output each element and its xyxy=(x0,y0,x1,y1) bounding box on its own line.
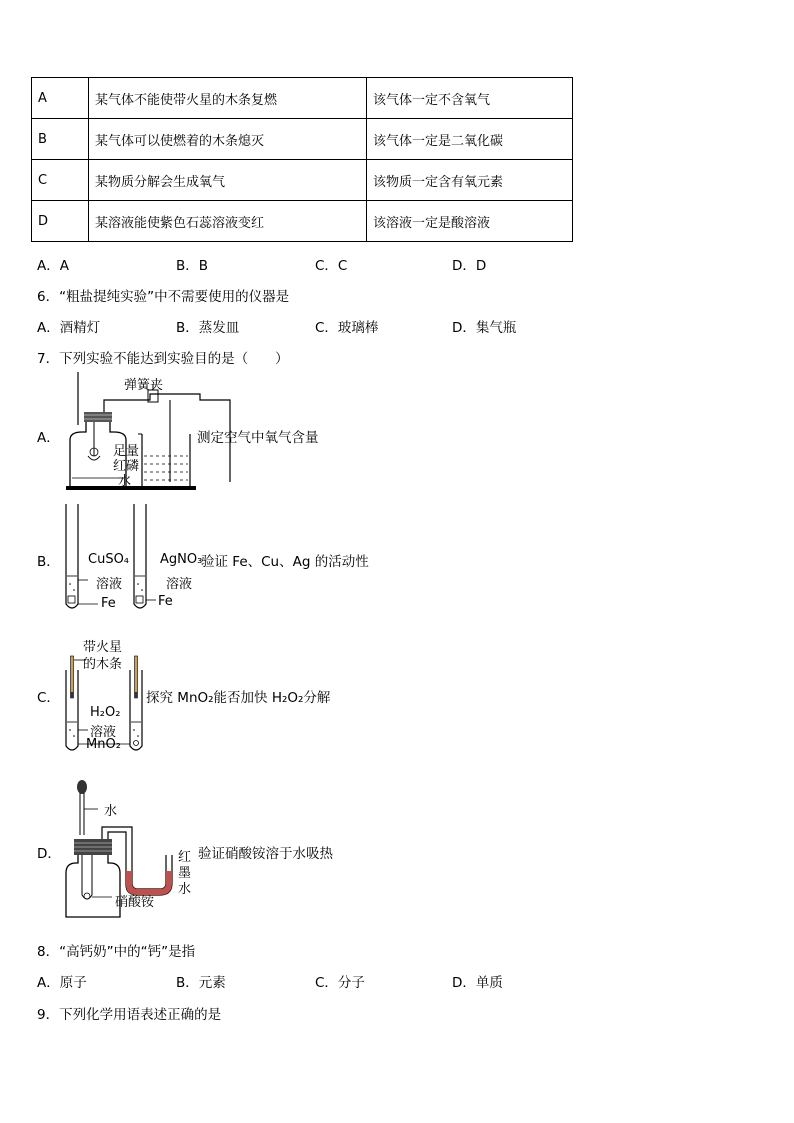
row-phenomenon: 某物质分解会生成氧气 xyxy=(89,160,367,201)
q6-option-c[interactable]: C．玻璃棒 xyxy=(315,320,379,336)
q7-c-stick-label-2: 的木条 xyxy=(83,657,123,672)
q7-c-h2o2-label: H₂O₂ xyxy=(90,705,121,720)
q7-a-clip-label: 弹簧夹 xyxy=(124,378,164,393)
q7-c-stick-label-1: 带火星 xyxy=(83,640,123,655)
q7-b-cuso4-label: CuSO₄ xyxy=(88,552,130,567)
q8-stem: 8．“高钙奶”中的“钙”是指 xyxy=(37,944,196,960)
row-conclusion: 该气体一定不含氧气 xyxy=(367,78,573,119)
table-row xyxy=(32,201,573,242)
q7-stem: 7．下列实验不能达到实验目的是（ ） xyxy=(37,351,289,367)
row-key: B xyxy=(32,119,89,160)
q8-option-a[interactable]: A．原子 xyxy=(37,975,87,991)
q7-b-fe-label-2: Fe xyxy=(158,594,173,609)
q5-table xyxy=(31,77,573,242)
table-row xyxy=(32,160,573,201)
row-key: D xyxy=(32,201,89,242)
row-key: C xyxy=(32,160,89,201)
q5-option-d[interactable]: D．D xyxy=(452,258,487,274)
q5-option-a[interactable]: A．A xyxy=(37,258,69,274)
q7-c-mno2-label: MnO₂ xyxy=(86,737,121,752)
q7-a-phos-label-1: 足量 xyxy=(113,444,140,459)
q7-b-cuso4-sol-label: 溶液 xyxy=(96,577,123,592)
q7-d-salt-label: 硝酸铵 xyxy=(115,895,155,910)
q9-stem: 9．下列化学用语表述正确的是 xyxy=(37,1007,222,1023)
row-conclusion: 该气体一定是二氧化碳 xyxy=(367,119,573,160)
q7-a-label[interactable]: A． xyxy=(37,430,60,446)
q6-option-a[interactable]: A．酒精灯 xyxy=(37,320,101,336)
table-row xyxy=(32,78,573,119)
q7-d-water-label: 水 xyxy=(104,804,118,819)
q7-a-water-label: 水 xyxy=(118,474,132,489)
q7-d-ink-label-2: 墨 xyxy=(178,866,192,881)
q6-stem: 6．“粗盐提纯实验”中不需要使用的仪器是 xyxy=(37,289,290,305)
q7-b-description: 验证 Fe、Cu、Ag 的活动性 xyxy=(201,554,369,570)
q5-option-c[interactable]: C．C xyxy=(315,258,348,274)
q7-c-label[interactable]: C． xyxy=(37,690,60,706)
q6-option-b[interactable]: B．蒸发皿 xyxy=(176,320,240,336)
q7-d-label[interactable]: D． xyxy=(37,846,61,862)
q7-b-fe-label-1: Fe xyxy=(101,596,116,611)
q7-d-description: 验证硝酸铵溶于水吸热 xyxy=(198,846,333,862)
row-key: A xyxy=(32,78,89,119)
q7-a-phos-label-2: 红磷 xyxy=(113,459,140,474)
q7-b-agno3-label: AgNO₃ xyxy=(160,552,203,567)
q7-d-ink-label-3: 水 xyxy=(178,882,192,897)
row-conclusion: 该溶液一定是酸溶液 xyxy=(367,201,573,242)
q8-option-d[interactable]: D．单质 xyxy=(452,975,503,991)
q7-c-sol-label: 溶液 xyxy=(90,725,117,740)
q8-option-c[interactable]: C．分子 xyxy=(315,975,365,991)
row-phenomenon: 某气体可以使燃着的木条熄灭 xyxy=(89,119,367,160)
q7-a-description: 测定空气中氧气含量 xyxy=(197,430,319,446)
q7-b-label[interactable]: B． xyxy=(37,554,60,570)
row-conclusion: 该物质一定含有氧元素 xyxy=(367,160,573,201)
q6-option-d[interactable]: D．集气瓶 xyxy=(452,320,517,336)
q7-c-description: 探究 MnO₂能否加快 H₂O₂分解 xyxy=(146,690,331,706)
q7-b-agno3-sol-label: 溶液 xyxy=(166,577,193,592)
q7-d-ink-label-1: 红 xyxy=(178,850,192,865)
table-row xyxy=(32,119,573,160)
row-phenomenon: 某溶液能使紫色石蕊溶液变红 xyxy=(89,201,367,242)
q8-option-b[interactable]: B．元素 xyxy=(176,975,226,991)
q5-option-b[interactable]: B．B xyxy=(176,258,209,274)
row-phenomenon: 某气体不能使带火星的木条复燃 xyxy=(89,78,367,119)
